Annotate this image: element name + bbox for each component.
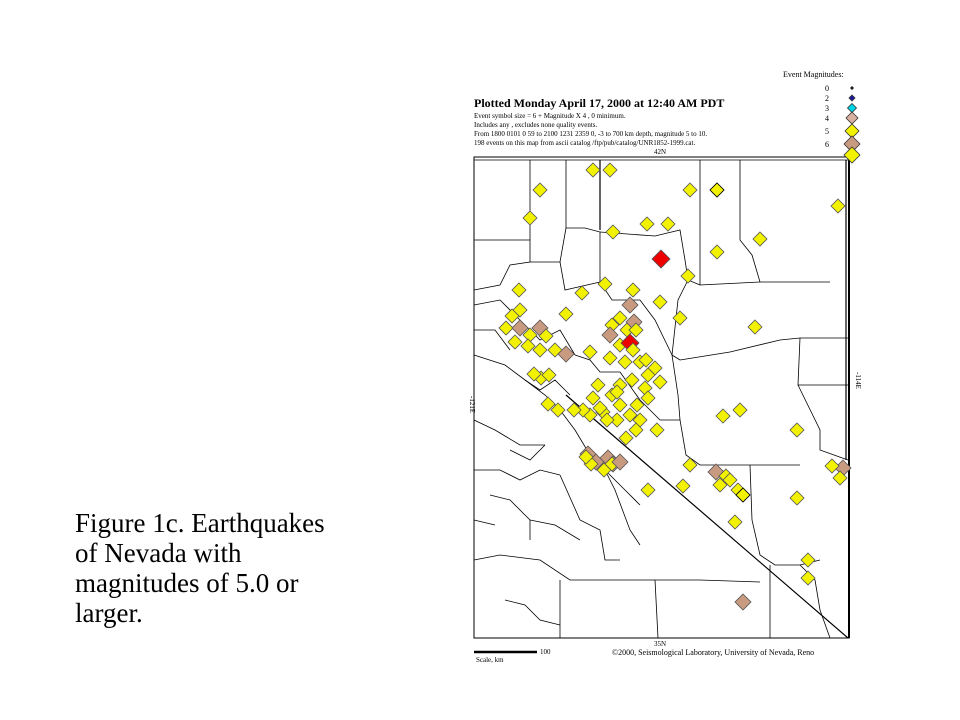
map-header-line-2: Includes any , excludes none quality events. (474, 121, 598, 129)
legend-title: Event Magnitudes: (783, 70, 844, 79)
earthquake-marker-icon (650, 423, 664, 437)
earthquake-marker-icon (583, 345, 597, 359)
legend-marker-icon (846, 112, 858, 124)
lat-bottom-label: 35N (654, 640, 667, 648)
map-title: Plotted Monday April 17, 2000 at 12:40 AM PDT (474, 96, 725, 110)
earthquake-marker-icon (710, 183, 724, 197)
earthquake-marker-icon (626, 283, 640, 297)
caption-line-3: magnitudes of 5.0 or (75, 568, 299, 598)
earthquake-marker-icon (790, 491, 804, 505)
map-header-line-4: 198 events on this map from ascii catalog /ftp/pub/catalog/UNR1852-1999.cat. (474, 139, 696, 147)
legend-label: 6 (825, 140, 829, 149)
legend-label: 2 (825, 94, 829, 103)
earthquake-marker-icon (681, 269, 695, 283)
earthquake-markers (499, 163, 851, 610)
copyright-text: ©2000, Seismological Laboratory, University of Nevada, Reno (612, 648, 815, 657)
legend-label: 4 (825, 114, 829, 123)
earthquake-marker-icon (801, 571, 815, 585)
earthquake-marker-icon (640, 217, 654, 231)
earthquake-marker-icon (728, 515, 742, 529)
earthquake-marker-icon (575, 286, 589, 300)
earthquake-marker-icon (606, 225, 620, 239)
legend-marker-icon (848, 104, 857, 113)
earthquake-marker-icon (801, 553, 815, 567)
caption-line-4: larger. (75, 598, 143, 628)
earthquake-marker-icon (591, 378, 605, 392)
magnitude-legend (825, 84, 860, 163)
earthquake-marker-icon (603, 163, 617, 177)
earthquake-marker-icon (567, 403, 581, 417)
county-boundaries (474, 160, 848, 638)
earthquake-marker-icon (523, 211, 537, 225)
earthquake-marker-icon (825, 459, 839, 473)
scale-label: Scale, km (476, 656, 504, 664)
earthquake-marker-icon (748, 320, 762, 334)
earthquake-marker-icon (652, 250, 670, 268)
earthquake-marker-icon (618, 355, 632, 369)
earthquake-marker-icon (521, 339, 535, 353)
caption-line-2: of Nevada with (75, 538, 242, 568)
lon-right-label: -114E (854, 372, 862, 389)
legend-marker-icon (849, 95, 855, 101)
legend-label: 5 (825, 127, 829, 136)
earthquake-marker-icon (613, 398, 627, 412)
earthquake-marker-icon (753, 232, 767, 246)
earthquake-marker-icon (733, 403, 747, 417)
earthquake-marker-icon (559, 307, 573, 321)
lon-left-label: -121E (468, 396, 476, 414)
legend-label: 0 (825, 84, 829, 93)
earthquake-marker-icon (602, 327, 618, 343)
earthquake-marker-icon (683, 183, 697, 197)
earthquake-marker-icon (586, 163, 600, 177)
earthquake-marker-icon (716, 409, 730, 423)
earthquake-marker-icon (735, 594, 751, 610)
earthquake-marker-icon (512, 283, 526, 297)
earthquake-marker-icon (533, 343, 547, 357)
earthquake-marker-icon (831, 199, 845, 213)
lat-top-label: 42N (654, 148, 667, 156)
earthquake-marker-icon (653, 295, 667, 309)
earthquake-marker-icon (653, 375, 667, 389)
earthquake-marker-icon (641, 483, 655, 497)
earthquake-marker-icon (683, 458, 697, 472)
earthquake-marker-icon (661, 217, 675, 231)
map-header-line-3: From 1800 0101 0 59 to 2100 1231 2359 0, -3 to 700 km depth, magnitude 5 to 10. (474, 130, 708, 138)
earthquake-marker-icon (622, 297, 638, 313)
legend-label: 3 (825, 104, 829, 113)
earthquake-marker-icon (710, 245, 724, 259)
earthquake-marker-icon (533, 183, 547, 197)
earthquake-marker-icon (499, 321, 513, 335)
legend-marker-icon (851, 87, 854, 90)
scale-value: 100 (540, 648, 551, 656)
earthquake-marker-icon (508, 335, 522, 349)
earthquake-marker-icon (790, 423, 804, 437)
earthquake-marker-icon (603, 351, 617, 365)
map-header-line-1: Event symbol size = 6 + Magnitude X 4 , 0 minimum. (474, 112, 626, 120)
caption-line-1: Figure 1c. Earthquakes (75, 508, 325, 538)
